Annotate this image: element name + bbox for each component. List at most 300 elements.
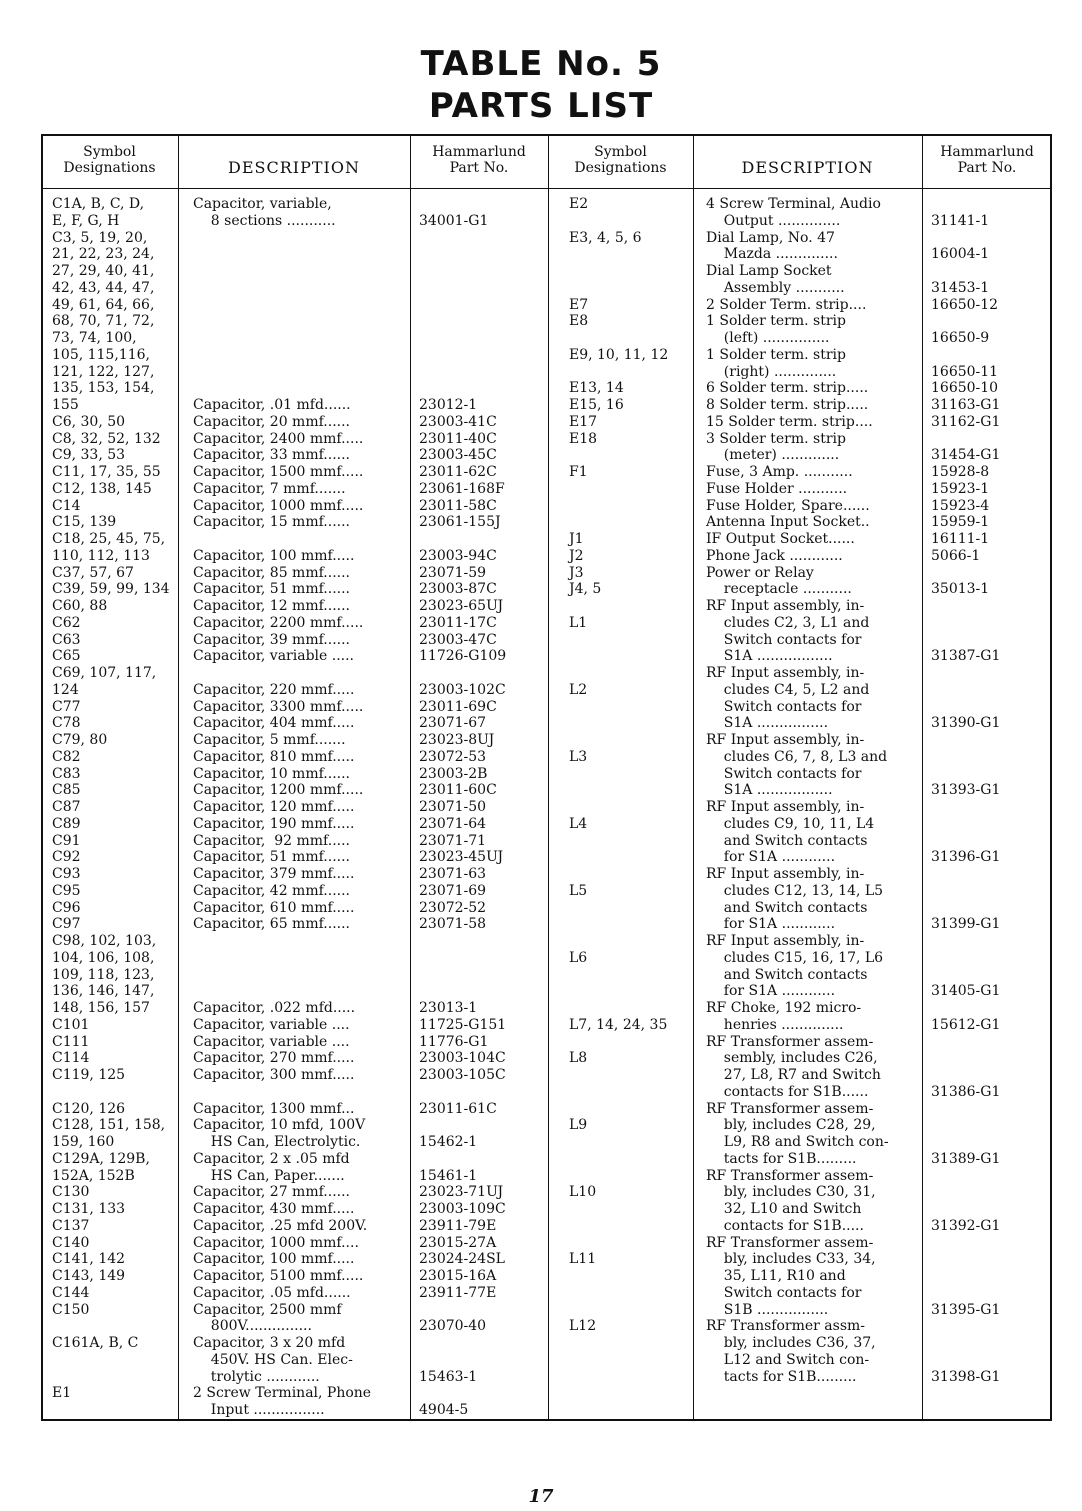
symbol-line: E17 — [569, 413, 598, 430]
symbol-line: E2 — [569, 196, 589, 212]
description-line — [193, 297, 407, 314]
description-line: 1 Solder term. strip — [706, 313, 846, 330]
right-part-column — [931, 196, 1049, 1385]
description-line — [193, 665, 407, 682]
description-line: IF Output Socket...... — [706, 531, 855, 547]
symbol-line: E7 — [569, 296, 589, 313]
description-line: Capacitor, 120 mmf..... — [193, 799, 355, 815]
symbol-line: C82 — [52, 748, 81, 765]
description-line: Capacitor, 5100 mmf..... — [193, 1268, 364, 1284]
description-line: Capacitor, 300 mmf..... — [193, 1067, 355, 1083]
header-part-left — [410, 144, 548, 176]
symbol-line: 136, 146, 147, — [52, 983, 155, 1000]
part-number-line: 23003-109C — [419, 1201, 506, 1217]
description-line: Capacitor, 12 mmf...... — [193, 598, 350, 614]
symbol-line — [569, 481, 691, 498]
description-line — [193, 280, 407, 297]
part-number-line: 23003-105C — [419, 1067, 506, 1083]
part-number-line: 31389-G1 — [931, 1150, 1001, 1167]
part-number-line: 16111-1 — [931, 531, 990, 547]
part-number-line — [931, 900, 1049, 917]
part-number-line: 31387-G1 — [931, 648, 1001, 665]
part-number-line: 23003-45C — [419, 447, 497, 464]
column-divider — [693, 134, 694, 1421]
header-part-line2: Part No. — [957, 160, 1017, 176]
symbol-line: E8 — [569, 313, 589, 330]
header-symbol-line1: Symbol — [83, 144, 136, 160]
description-line: cludes C4, 5, L2 and — [706, 681, 870, 698]
part-number-line: 23003-2B — [419, 765, 488, 782]
header-symbol-line2: Designations — [574, 160, 667, 176]
description-line: cludes C6, 7, 8, L3 and — [706, 748, 888, 765]
description-line: cludes C2, 3, L1 and — [706, 614, 870, 631]
part-number-line: 23011-40C — [419, 430, 497, 447]
symbol-line: 148, 156, 157 — [52, 1000, 150, 1016]
symbol-line: J2 — [569, 547, 584, 564]
symbol-line — [569, 1067, 691, 1084]
description-line — [193, 531, 407, 548]
description-line: and Switch contacts — [706, 966, 868, 983]
description-line: receptacle ........... — [706, 581, 852, 598]
part-number-line — [419, 330, 547, 347]
symbol-line: C18, 25, 45, 75, — [52, 531, 166, 547]
part-number-line: 16650-12 — [931, 296, 999, 313]
part-number-line — [931, 732, 1049, 749]
description-line — [193, 967, 407, 984]
description-line: Capacitor, 1000 mmf..... — [193, 497, 364, 514]
symbol-line: J3 — [569, 564, 584, 581]
part-number-line: 11726-G109 — [419, 648, 507, 665]
column-divider — [178, 134, 179, 1421]
part-number-line — [419, 1352, 547, 1369]
part-number-line — [931, 665, 1049, 682]
symbol-line: C140 — [52, 1234, 90, 1251]
description-line: tacts for S1B......... — [706, 1150, 857, 1167]
description-line: Switch contacts for — [706, 698, 862, 715]
description-line: Capacitor, 100 mmf..... — [193, 547, 355, 564]
part-number-line: 23071-58 — [419, 916, 487, 933]
part-number-line: 23024-24SL — [419, 1251, 505, 1268]
symbol-line — [569, 1369, 691, 1386]
part-number-line: 23911-77E — [419, 1284, 497, 1301]
symbol-line — [569, 280, 691, 297]
right-description-column — [706, 196, 919, 1385]
part-number-line: 31163-G1 — [931, 397, 1001, 413]
part-number-line — [931, 230, 1049, 247]
part-number-line: 23061-168F — [419, 480, 505, 497]
symbol-line: L4 — [569, 815, 588, 832]
part-number-line: 23023-71UJ — [419, 1184, 504, 1201]
part-number-line — [931, 1168, 1049, 1185]
symbol-line — [569, 213, 691, 230]
part-number-line — [419, 313, 547, 330]
symbol-line: L1 — [569, 614, 588, 631]
part-number-line — [931, 1335, 1049, 1352]
part-number-line: 15923-1 — [931, 480, 990, 497]
description-line: Dial Lamp Socket — [706, 263, 832, 279]
symbol-line — [569, 330, 691, 347]
part-number-line — [931, 1235, 1049, 1252]
part-number-line: 31393-G1 — [931, 782, 1001, 799]
part-number-line — [931, 1034, 1049, 1051]
part-number-line: 23071-63 — [419, 866, 487, 882]
description-line: Switch contacts for — [706, 1284, 862, 1301]
description-line — [193, 347, 407, 364]
symbol-line — [52, 1402, 176, 1419]
symbol-line: E15, 16 — [569, 397, 624, 413]
description-line — [193, 313, 407, 330]
symbol-line: L9 — [569, 1117, 588, 1134]
description-line — [193, 263, 407, 280]
symbol-line — [569, 1168, 691, 1185]
part-number-line: 23072-52 — [419, 899, 487, 916]
part-number-line: 15959-1 — [931, 514, 990, 531]
description-line: Capacitor, 270 mmf..... — [193, 1050, 355, 1067]
symbol-line: 110, 112, 113 — [52, 547, 150, 564]
part-number-line — [931, 1101, 1049, 1118]
description-line: Capacitor, 2 x .05 mfd — [193, 1150, 350, 1167]
part-number-line: 23011-69C — [419, 698, 497, 715]
symbol-line: C119, 125 — [52, 1067, 126, 1083]
description-line: Capacitor, 190 mmf..... — [193, 815, 355, 832]
part-number-line — [931, 1352, 1049, 1369]
symbol-line — [569, 1335, 691, 1352]
description-line: 2 Solder Term. strip.... — [706, 296, 867, 313]
part-number-line — [931, 1318, 1049, 1335]
description-line: Fuse Holder ........... — [706, 480, 848, 497]
symbol-line — [569, 1034, 691, 1051]
symbol-line: C89 — [52, 815, 81, 832]
part-number-line — [419, 1117, 547, 1134]
symbol-line — [569, 1084, 691, 1101]
description-line: sembly, includes C26, — [706, 1050, 878, 1067]
description-line: Capacitor, 5 mmf....... — [193, 732, 346, 748]
symbol-line: E13, 14 — [569, 380, 624, 397]
part-number-line — [419, 983, 547, 1000]
part-number-line — [419, 196, 547, 213]
part-number-line: 23003-102C — [419, 681, 506, 698]
description-line — [193, 230, 407, 247]
part-number-line — [931, 967, 1049, 984]
description-line: RF Input assembly, in- — [706, 598, 865, 614]
description-line — [193, 380, 407, 397]
symbol-line: C14 — [52, 497, 81, 514]
part-number-line — [419, 297, 547, 314]
symbol-line — [569, 246, 691, 263]
symbol-line — [569, 1151, 691, 1168]
column-divider — [548, 134, 549, 1421]
part-number-line — [419, 364, 547, 381]
part-number-line: 16650-11 — [931, 363, 999, 380]
symbol-line — [569, 849, 691, 866]
part-number-line — [419, 531, 547, 548]
part-number-line: 23011-61C — [419, 1100, 497, 1117]
description-line: henries .............. — [706, 1016, 844, 1033]
description-line: cludes C12, 13, 14, L5 — [706, 882, 884, 899]
description-line: Capacitor, variable, — [193, 196, 332, 212]
symbol-line: C37, 57, 67 — [52, 564, 134, 581]
description-line: bly, includes C36, 37, — [706, 1335, 876, 1351]
part-number-line — [931, 431, 1049, 448]
symbol-line — [52, 1084, 176, 1101]
description-line: Power or Relay — [706, 564, 814, 581]
description-line: 4 Screw Terminal, Audio — [706, 196, 881, 212]
symbol-line — [569, 447, 691, 464]
part-number-line — [931, 1285, 1049, 1302]
part-number-line: 23023-8UJ — [419, 732, 495, 748]
description-line: RF Input assembly, in- — [706, 866, 865, 882]
symbol-line — [569, 1352, 691, 1369]
description-line: bly, includes C28, 29, — [706, 1117, 876, 1134]
description-line: Antenna Input Socket.. — [706, 514, 870, 531]
description-line: 27, L8, R7 and Switch — [706, 1067, 881, 1083]
part-number-line: 23011-60C — [419, 782, 497, 799]
description-line: Capacitor, 404 mmf..... — [193, 715, 355, 732]
part-number-line — [419, 246, 547, 263]
description-line: for S1A ............ — [706, 849, 836, 866]
description-line: 8 Solder term. strip..... — [706, 397, 869, 413]
parts-list-title: PARTS LIST — [428, 86, 654, 126]
symbol-line — [569, 1201, 691, 1218]
description-line: Capacitor, 51 mmf...... — [193, 581, 350, 598]
description-line: Capacitor, variable .... — [193, 1033, 350, 1050]
left-symbol-column — [52, 196, 176, 1419]
symbol-line: C8, 32, 52, 132 — [52, 430, 161, 447]
description-line: trolytic ............ — [193, 1368, 320, 1385]
symbol-line: C15, 139 — [52, 514, 117, 531]
table-number-title: TABLE No. 5 — [420, 44, 662, 84]
symbol-line: C87 — [52, 799, 81, 815]
symbol-line: 105, 115,116, — [52, 346, 150, 363]
symbol-line: 152A, 152B — [52, 1167, 135, 1184]
symbol-line — [52, 1318, 176, 1335]
description-line: 35, L11, R10 and — [706, 1268, 846, 1284]
symbol-line: L2 — [569, 681, 588, 698]
symbol-line — [569, 648, 691, 665]
symbol-line: 104, 106, 108, — [52, 949, 155, 966]
description-line: Capacitor, 3 x 20 mfd — [193, 1335, 346, 1351]
symbol-line — [569, 866, 691, 883]
column-divider — [922, 134, 923, 1421]
part-number-line: 23023-45UJ — [419, 849, 504, 866]
symbol-line: 109, 118, 123, — [52, 966, 155, 983]
symbol-line: C141, 142 — [52, 1251, 126, 1268]
description-line: Capacitor, 2400 mmf..... — [193, 430, 364, 447]
part-number-line: 23071-59 — [419, 564, 487, 581]
part-number-line — [419, 665, 547, 682]
description-line — [193, 1084, 407, 1101]
description-line: RF Choke, 192 micro- — [706, 1000, 862, 1016]
description-line: Output .............. — [706, 212, 841, 229]
description-line: 8 sections ........... — [193, 212, 336, 229]
symbol-line: L7, 14, 24, 35 — [569, 1016, 668, 1033]
description-line: (right) .............. — [706, 363, 837, 380]
symbol-line — [569, 364, 691, 381]
symbol-line — [569, 699, 691, 716]
part-number-line: 31162-G1 — [931, 413, 1001, 430]
part-number-line: 31395-G1 — [931, 1301, 1001, 1318]
description-line: Switch contacts for — [706, 631, 862, 648]
symbol-line: 135, 153, 154, — [52, 380, 155, 397]
symbol-line: C114 — [52, 1050, 90, 1067]
symbol-line: E1 — [52, 1385, 72, 1402]
description-line: Capacitor, .25 mfd 200V. — [193, 1217, 368, 1234]
header-part-right — [922, 144, 1052, 176]
symbol-line: C69, 107, 117, — [52, 665, 157, 681]
description-line: Capacitor, 610 mmf..... — [193, 899, 355, 916]
symbol-line: L12 — [569, 1318, 597, 1335]
right-symbol-column — [569, 196, 691, 1385]
symbol-line: E9, 10, 11, 12 — [569, 346, 669, 363]
symbol-line: C143, 149 — [52, 1268, 126, 1284]
symbol-line: J1 — [569, 531, 584, 547]
symbol-line: C9, 33, 53 — [52, 447, 126, 464]
part-number-line — [931, 263, 1049, 280]
description-line: 15 Solder term. strip.... — [706, 413, 873, 430]
left-description-column — [193, 196, 407, 1419]
description-line: Assembly ........... — [706, 279, 845, 296]
part-number-line — [419, 1151, 547, 1168]
description-line — [193, 330, 407, 347]
description-line: contacts for S1B..... — [706, 1217, 864, 1234]
description-line: Capacitor, 51 mmf...... — [193, 849, 350, 866]
part-number-line: 15612-G1 — [931, 1016, 1001, 1033]
symbol-line: 121, 122, 127, — [52, 363, 155, 380]
description-line: HS Can, Electrolytic. — [193, 1134, 361, 1150]
description-line: RF Input assembly, in- — [706, 665, 865, 681]
header-part-line1: Hammarlund — [940, 144, 1034, 160]
part-number-line: 23012-1 — [419, 397, 478, 413]
symbol-line — [569, 782, 691, 799]
description-line: Capacitor, .022 mfd..... — [193, 1000, 356, 1016]
part-number-line — [931, 883, 1049, 900]
description-line: Capacitor, 3300 mmf..... — [193, 698, 364, 715]
symbol-line — [569, 933, 691, 950]
symbol-line — [569, 498, 691, 515]
part-number-line — [931, 1268, 1049, 1285]
description-line: Capacitor, 10 mfd, 100V — [193, 1117, 366, 1134]
description-line: RF Transformer assem- — [706, 1100, 874, 1117]
symbol-line: C91 — [52, 832, 81, 849]
part-number-line — [931, 347, 1049, 364]
part-number-line: 23003-87C — [419, 581, 497, 598]
part-number-line: 16650-9 — [931, 330, 990, 346]
description-line: cludes C9, 10, 11, L4 — [706, 815, 875, 832]
description-line: Capacitor, 810 mmf..... — [193, 748, 355, 765]
part-number-line: 15461-1 — [419, 1167, 478, 1184]
part-number-line: 16004-1 — [931, 246, 990, 263]
description-line: for S1A ............ — [706, 916, 836, 933]
part-number-line — [931, 1117, 1049, 1134]
symbol-line: E3, 4, 5, 6 — [569, 229, 642, 246]
description-line: S1A ................. — [706, 648, 833, 665]
symbol-line: C161A, B, C — [52, 1335, 139, 1351]
description-line: 450V. HS Can. Elec- — [193, 1351, 353, 1368]
description-line: cludes C15, 16, 17, L6 — [706, 949, 884, 966]
part-number-line — [931, 1050, 1049, 1067]
header-symbol-line2: Designations — [63, 160, 156, 176]
part-number-line — [419, 230, 547, 247]
symbol-line — [52, 1352, 176, 1369]
description-line: HS Can, Paper....... — [193, 1167, 345, 1184]
column-divider — [410, 134, 411, 1421]
symbol-line: C3, 5, 19, 20, — [52, 229, 148, 246]
symbol-line: 73, 74, 100, — [52, 330, 137, 346]
symbol-line — [569, 766, 691, 783]
description-line: 800V............... — [193, 1318, 312, 1335]
part-number-line — [931, 682, 1049, 699]
symbol-line — [569, 598, 691, 615]
part-number-line: 34001-G1 — [419, 212, 489, 229]
description-line — [193, 950, 407, 967]
description-line: RF Transformer assem- — [706, 1167, 874, 1184]
header-symbol-left — [41, 144, 178, 176]
part-number-line: 23011-58C — [419, 497, 497, 514]
symbol-line — [569, 1268, 691, 1285]
description-line: Capacitor, 10 mmf...... — [193, 765, 350, 782]
symbol-line: 124 — [52, 681, 79, 698]
symbol-line — [569, 967, 691, 984]
symbol-line: 159, 160 — [52, 1134, 115, 1150]
symbol-line — [569, 632, 691, 649]
description-line: RF Input assembly, in- — [706, 933, 865, 949]
part-number-line: 23071-69 — [419, 882, 487, 899]
description-line: Capacitor, 92 mmf..... — [193, 832, 350, 849]
header-part-line1: Hammarlund — [432, 144, 526, 160]
part-number-line — [931, 799, 1049, 816]
part-number-line — [931, 933, 1049, 950]
part-number-line: 23011-17C — [419, 614, 497, 631]
symbol-line: E18 — [569, 430, 598, 447]
description-line: RF Transformer assem- — [706, 1033, 874, 1050]
header-symbol-right — [548, 144, 693, 176]
part-number-line — [931, 1184, 1049, 1201]
part-number-line — [419, 1385, 547, 1402]
symbol-line — [569, 916, 691, 933]
description-line: Capacitor, .01 mfd...... — [193, 397, 351, 413]
part-number-line: 23071-71 — [419, 832, 487, 849]
symbol-line: C97 — [52, 916, 81, 933]
symbol-line: C63 — [52, 631, 81, 648]
description-line: bly, includes C30, 31, — [706, 1184, 876, 1201]
part-number-line: 23072-53 — [419, 748, 487, 765]
description-line: and Switch contacts — [706, 832, 868, 849]
part-number-line: 23070-40 — [419, 1318, 487, 1335]
description-line: (left) ............... — [706, 330, 830, 346]
part-number-line: 23003-41C — [419, 413, 497, 430]
symbol-line: 68, 70, 71, 72, — [52, 313, 155, 330]
symbol-line — [569, 1285, 691, 1302]
part-number-line — [931, 1134, 1049, 1151]
part-number-line: 31399-G1 — [931, 916, 1001, 933]
description-line: Fuse, 3 Amp. ........... — [706, 464, 853, 480]
header-description-left: DESCRIPTION — [228, 158, 360, 177]
symbol-line — [569, 1235, 691, 1252]
description-line — [193, 983, 407, 1000]
symbol-line: J4, 5 — [569, 581, 602, 598]
part-number-line: 23013-1 — [419, 1000, 478, 1016]
part-number-line — [419, 380, 547, 397]
symbol-line: L10 — [569, 1184, 597, 1201]
description-line: for S1A ............ — [706, 983, 836, 1000]
part-number-line — [931, 749, 1049, 766]
part-number-line: 23061-155J — [419, 514, 501, 531]
symbol-line — [569, 665, 691, 682]
symbol-line: C111 — [52, 1033, 90, 1050]
part-number-line: 31454-G1 — [931, 447, 1001, 464]
part-number-line — [931, 565, 1049, 582]
header-symbol-line1: Symbol — [594, 144, 647, 160]
